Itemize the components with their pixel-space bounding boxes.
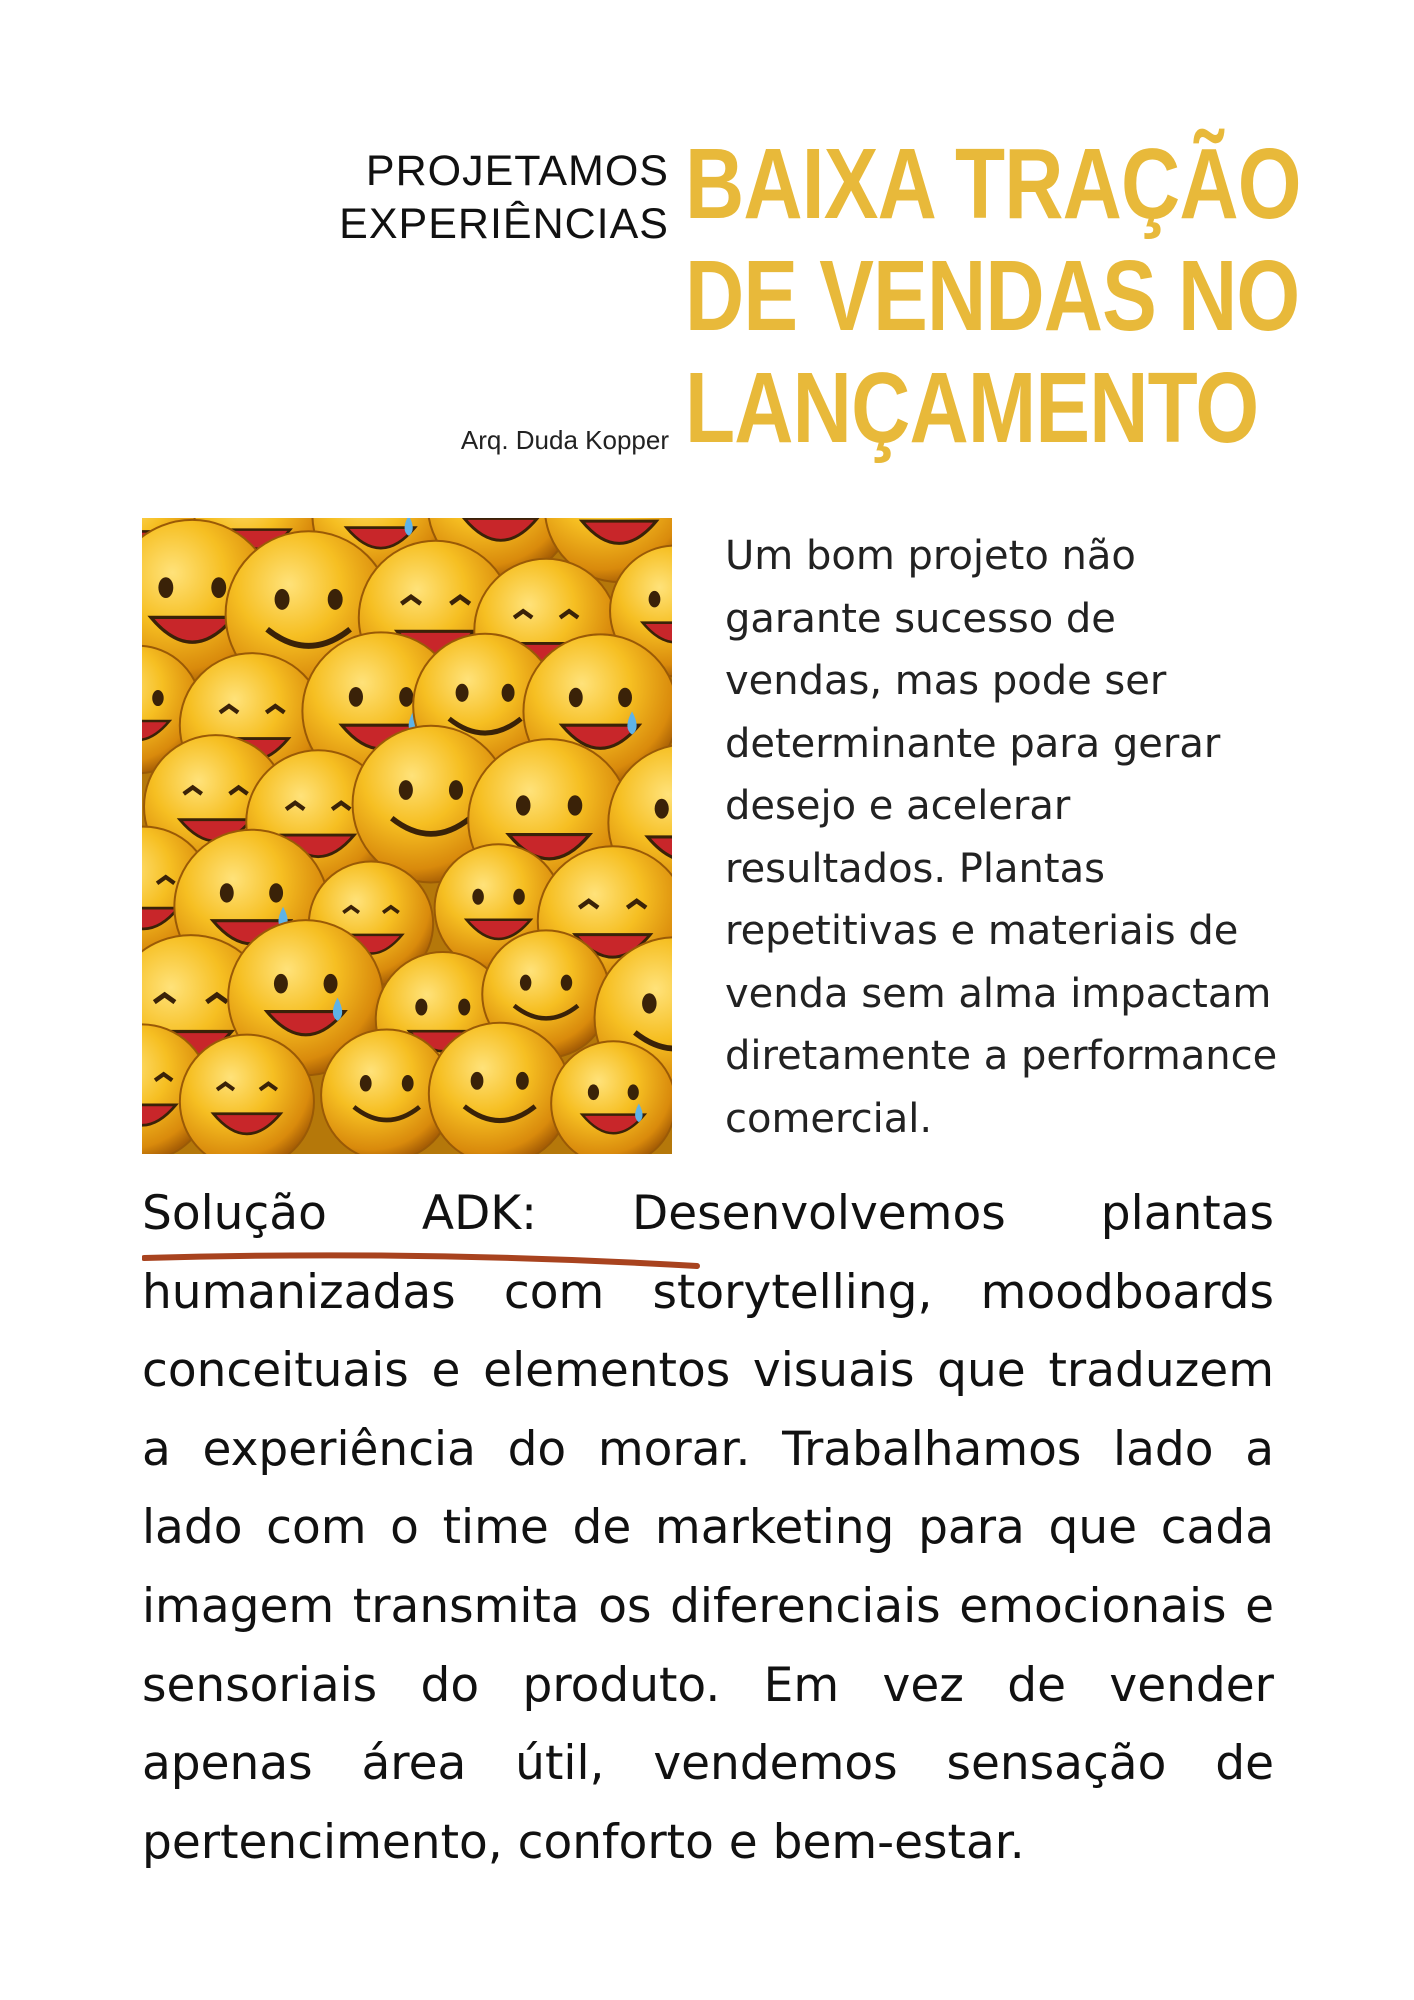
- emoji-ball: [551, 1041, 672, 1154]
- solution-paragraph: [142, 1175, 1274, 1882]
- kicker: [339, 145, 669, 251]
- intro-paragraph: Um bom projeto não garante sucesso de vendas, mas pode ser determinante para gerar desejo e acelerar resultados. Plantas repetitivas e materiais de venda sem alma impactam diretamente a performance comercial.: [725, 533, 1278, 1142]
- headline: [685, 128, 1385, 464]
- headline-line-1: BAIXA TRAÇÃO: [685, 128, 1301, 240]
- headline-line-2: DE VENDAS NO: [685, 240, 1300, 352]
- emoji-ball: [429, 1023, 571, 1154]
- solution-text: Desenvolvemos plantas humanizadas com storytelling, moodboards conceituais e elementos visuais que traduzem a experiência do morar. Trabalhamos lado a lado com o time de marketing para que cada imagem transmita os diferenciais emocionais e sensoriais do produto. Em vez de vender apenas área útil, vendemos sensação de pertencimento, conforto e bem-estar.: [142, 1186, 1274, 1870]
- kicker-line-1: PROJETAMOS: [365, 147, 669, 195]
- emoji-pile-photo: [142, 518, 672, 1154]
- headline-line-3: LANÇAMENTO: [685, 352, 1259, 464]
- solution-label: Solução ADK:: [142, 1186, 537, 1241]
- emoji-ball: [180, 1035, 314, 1154]
- solution-underline: [142, 1252, 702, 1272]
- kicker-line-2: EXPERIÊNCIAS: [339, 200, 669, 248]
- author-credit: Arq. Duda Kopper: [460, 425, 669, 455]
